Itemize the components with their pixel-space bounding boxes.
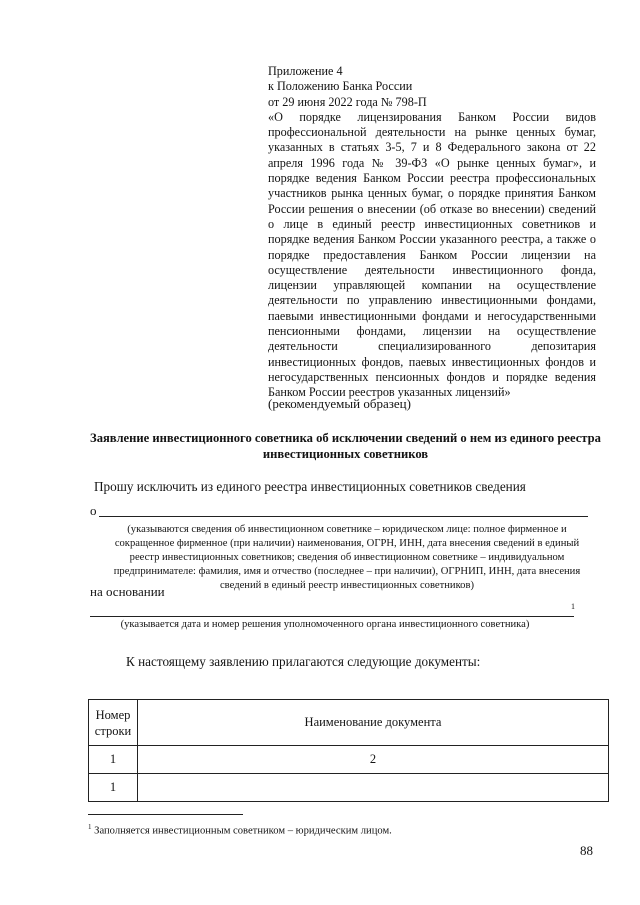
header-document-name: Наименование документа xyxy=(138,700,609,746)
appendix-header xyxy=(268,64,596,401)
sample-label: (рекомендуемый образец) xyxy=(268,396,411,411)
basis-hint: (указывается дата и номер решения уполномоченного органа инвестиционного советника) xyxy=(120,619,530,630)
footnote-mark: 1 xyxy=(88,823,92,831)
about-hint: (указываются сведения об инвестиционном советнике – юридическом лице: полное фирменное и сокращенное фирменное (при наличии) наименования, ОГРН, ИНН, дата внесения сведений в единый реестр инвестиционных советников; сведения об инвестиционном советнике – индивидуальном предпринимателе: фамилия, имя и отчество (последнее – при наличии), ОГРНИП, ИНН, дата внесения сведений в единый реестр инвестиционных советников) xyxy=(113,524,581,591)
table-row xyxy=(89,774,609,802)
row-number-cell: 1 xyxy=(89,774,138,802)
table-row xyxy=(89,746,609,774)
document-title: Заявление инвестиционного советника об исключении сведений о нем из единого реестра инвестиционных советников xyxy=(90,431,601,461)
table-header-row xyxy=(89,700,609,746)
row-number-cell: 1 xyxy=(89,746,138,774)
about-fill-line xyxy=(99,516,588,517)
footnote xyxy=(88,823,392,837)
page-number: 88 xyxy=(580,843,593,858)
footnote-reference-mark: 1 xyxy=(571,602,575,611)
basis-label: на основании xyxy=(90,584,165,599)
footnote-separator xyxy=(88,814,243,815)
footnote-text: Заполняется инвестиционным советником – юридическим лицом. xyxy=(91,825,392,837)
header-row-number: Номер строки xyxy=(89,700,138,746)
appendix-line-1: Приложение 4 xyxy=(268,64,343,78)
basis-fill-line xyxy=(90,616,574,617)
appendix-line-2: к Положению Банка России xyxy=(268,79,413,94)
document-name-cell xyxy=(138,774,609,802)
appendix-regulation-title: «О порядке лицензирования Банком России видов профессиональной деятельности на рынке ценных бумаг, указанных в статьях 3-5, 7 и 8 Федерального закона от 22 апреля 1996 года № 39-ФЗ «О рынке ценных бумаг», и порядке ведения Банком России реестра профессиональных участников рынка ценных бумаг, о порядке принятия Банком России решения о внесении (об отказе во внесении) сведений о лице в единый реестр инвестиционных советников и порядке ведения Банком России указанного реестра, а также о порядке предоставления Банком России лицензии на осуществление деятельности инвестиционного фонда, лицензии управляющей компании на осуществление деятельности по управлению инвестиционными фондами, паевыми инвестиционными фондами и негосударственными пенсионными фондами, лицензии на осуществление деятельности специализированного депозитария инвестиционных фондов, паевых инвестиционных фондов и негосударственных пенсионных фондов и порядке ведения Банком России реестров указанных лицензий» xyxy=(268,109,596,400)
about-label: о xyxy=(90,503,97,518)
attachments-text: К настоящему заявлению прилагаются следующие документы: xyxy=(126,654,481,669)
document-name-cell: 2 xyxy=(138,746,609,774)
documents-table xyxy=(88,699,609,802)
request-text: Прошу исключить из единого реестра инвестиционных советников сведения xyxy=(94,479,526,494)
appendix-line-3: от 29 июня 2022 года № 798-П xyxy=(268,94,427,109)
